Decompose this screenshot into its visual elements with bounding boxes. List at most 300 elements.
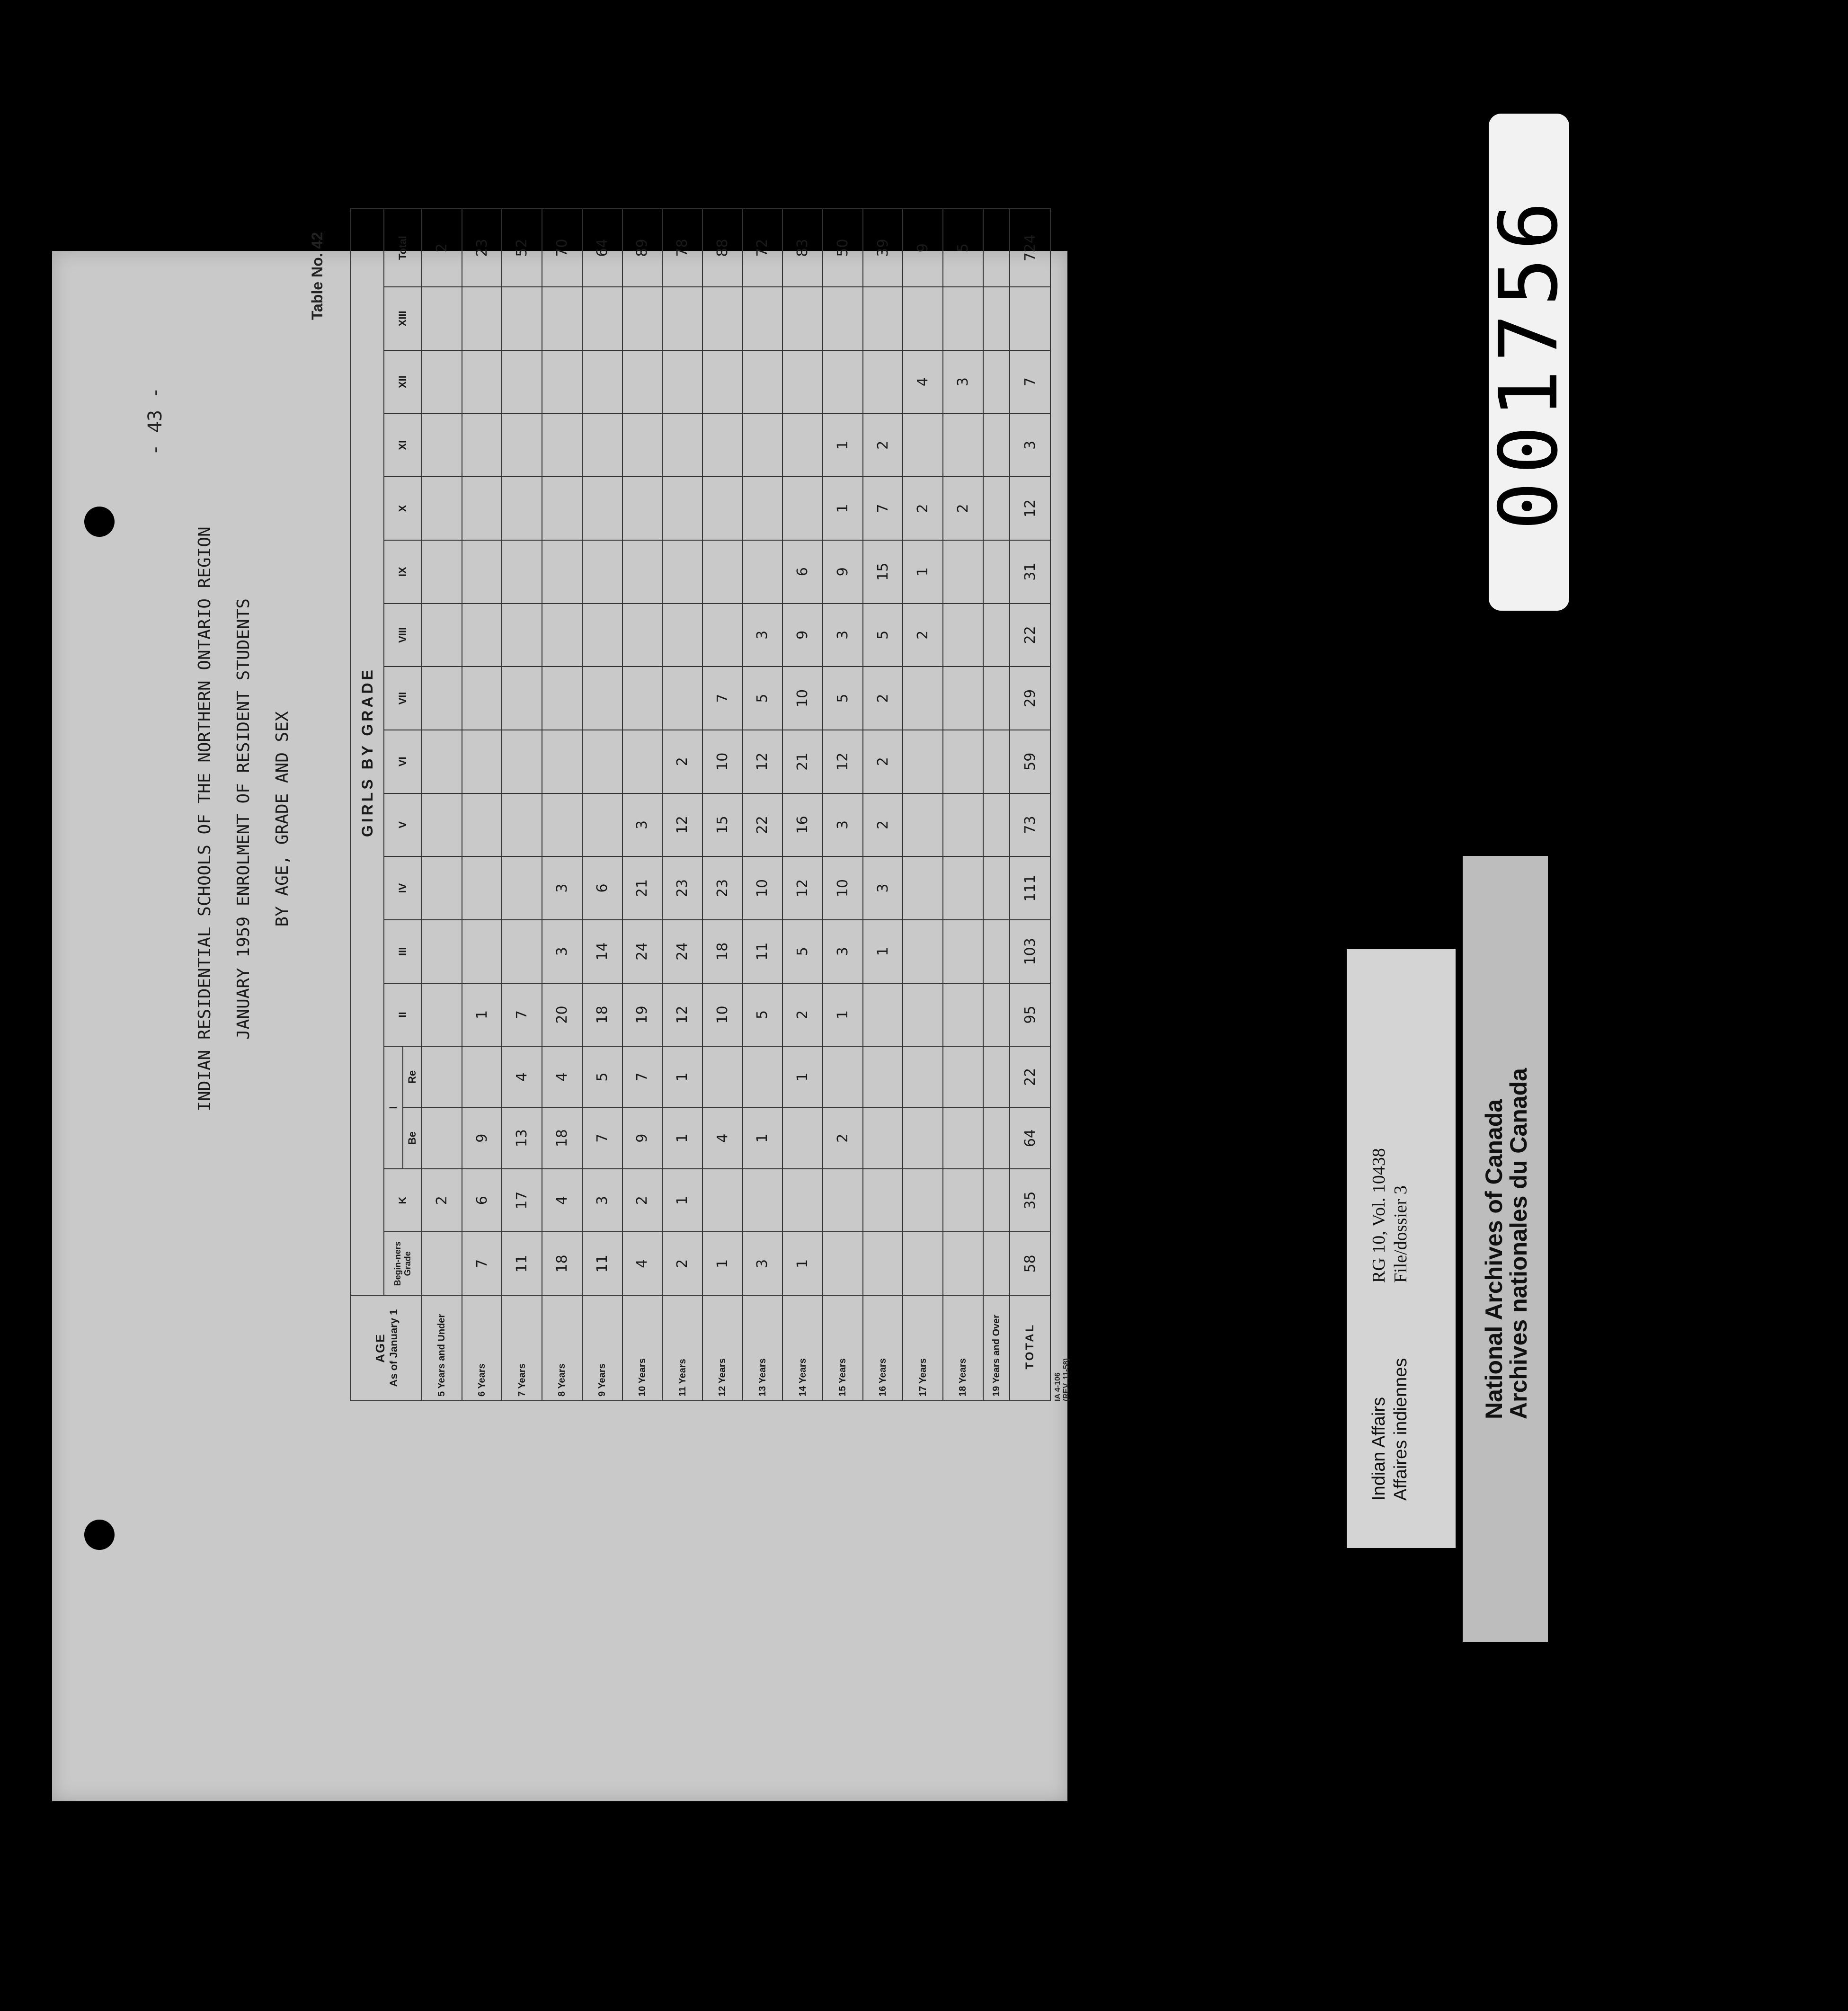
cell-viii: 9 [782,604,823,667]
cell-x: 7 [863,477,903,540]
cell-k: 3 [582,1169,622,1232]
cell-xiii [622,287,663,350]
table-row [542,209,582,1401]
cell-iv [462,856,502,920]
cell-vii [943,667,983,730]
rotated-page-content [142,218,1070,1420]
cell-begin-ners-grade: 18 [542,1232,582,1295]
cell-xi [743,413,783,477]
cell-xii [983,350,1010,414]
cell-vii: 7 [702,667,743,730]
cell-total: 89 [622,209,663,287]
cell-be [943,1108,983,1169]
row-age-label: 15 Years [823,1295,863,1401]
table-row [422,209,462,1401]
cell-xii [422,350,462,414]
cell-v: 12 [662,793,702,857]
label-file: File/dossier 3 [1391,1185,1411,1283]
cell-begin-ners-grade: 11 [502,1232,542,1295]
cell-ix [702,540,743,604]
cell-xiii [823,287,863,350]
cell-begin-ners-grade [943,1232,983,1295]
cell-x [743,477,783,540]
cell-vi: 2 [863,730,903,793]
cell-xii [702,350,743,414]
cell-iii [903,920,943,983]
cell-k [863,1169,903,1232]
col-header-total: Total [384,209,422,287]
cell-total: 88 [702,209,743,287]
col-header-begin-ners-grade: Begin-ners Grade [384,1232,422,1295]
cell-iii [502,920,542,983]
total-total: 724 [1010,209,1050,287]
cell-iii [983,920,1010,983]
cell-be [422,1108,462,1169]
cell-iv [502,856,542,920]
cell-iv: 3 [542,856,582,920]
cell-vii [422,667,462,730]
cell-iv: 10 [823,856,863,920]
frame-number: 001756 [1482,194,1576,531]
cell-vi [542,730,582,793]
cell-be: 2 [823,1108,863,1169]
cell-xiii [863,287,903,350]
age-header-title: AGE [373,1333,387,1363]
row-age-label: 6 Years [462,1295,502,1401]
cell-v [582,793,622,857]
cell-xi: 1 [823,413,863,477]
cell-iv [983,856,1010,920]
page-number: - 43 - [144,387,166,456]
cell-iv: 23 [702,856,743,920]
cell-be: 9 [622,1108,663,1169]
cell-k [903,1169,943,1232]
cell-viii [702,604,743,667]
punch-hole-bottom [84,1520,115,1550]
total-iii: 103 [1010,920,1050,983]
cell-iv [422,856,462,920]
table-row [502,209,542,1401]
col-header-x: X [384,477,422,540]
col-header-be: Be [403,1108,422,1169]
cell-vii: 2 [863,667,903,730]
cell-v [422,793,462,857]
cell-xiii [983,287,1010,350]
cell-xiii [422,287,462,350]
cell-k: 2 [622,1169,663,1232]
total-k: 35 [1010,1169,1050,1232]
cell-ii: 20 [542,983,582,1047]
row-age-label: 9 Years [582,1295,622,1401]
cell-viii [502,604,542,667]
cell-be: 7 [582,1108,622,1169]
cell-vi [422,730,462,793]
cell-re [462,1046,502,1107]
frame-number-stamp [1482,114,1576,611]
col-header-k: K [384,1169,422,1232]
cell-begin-ners-grade: 2 [662,1232,702,1295]
cell-k [702,1169,743,1232]
row-age-label: 8 Years [542,1295,582,1401]
cell-ii [863,983,903,1047]
col-header-viii: VIII [384,604,422,667]
cell-v: 2 [863,793,903,857]
col-header-xi: XI [384,413,422,477]
col-header-re: Re [403,1046,422,1107]
cell-xiii [903,287,943,350]
cell-ii: 12 [662,983,702,1047]
cell-re: 7 [622,1046,663,1107]
cell-re [863,1046,903,1107]
cell-xiii [462,287,502,350]
cell-total: 83 [782,209,823,287]
total-re: 22 [1010,1046,1050,1107]
total-x: 12 [1010,477,1050,540]
cell-ix [462,540,502,604]
table-row [582,209,622,1401]
cell-xii [662,350,702,414]
cell-xiii [542,287,582,350]
total-label: TOTAL [1010,1295,1050,1401]
cell-viii [943,604,983,667]
cell-ix: 6 [782,540,823,604]
cell-k [743,1169,783,1232]
table-row [823,209,863,1401]
cell-xii [502,350,542,414]
cell-vii [462,667,502,730]
cell-v: 3 [823,793,863,857]
cell-total: 70 [542,209,582,287]
cell-vii [983,667,1010,730]
cell-ix [502,540,542,604]
title-line-3: BY AGE, GRADE AND SEX [273,711,292,927]
table-number: Table No. 42 [309,232,326,320]
total-be: 64 [1010,1108,1050,1169]
cell-k [823,1169,863,1232]
cell-iv [903,856,943,920]
cell-total: 52 [502,209,542,287]
cell-iii: 3 [823,920,863,983]
cell-iv: 3 [863,856,903,920]
cell-xii [743,350,783,414]
cell-iv: 6 [582,856,622,920]
cell-re [743,1046,783,1107]
cell-k: 2 [422,1169,462,1232]
cell-be [782,1108,823,1169]
cell-viii [422,604,462,667]
total-viii: 22 [1010,604,1050,667]
cell-v [542,793,582,857]
cell-be: 4 [702,1108,743,1169]
cell-xi [542,413,582,477]
cell-x: 1 [823,477,863,540]
cell-ix: 15 [863,540,903,604]
cell-begin-ners-grade [983,1232,1010,1295]
cell-vii: 5 [743,667,783,730]
cell-v [943,793,983,857]
table-row [662,209,702,1401]
cell-xii [823,350,863,414]
cell-total: 5 [943,209,983,287]
row-age-label: 17 Years [903,1295,943,1401]
cell-xii [582,350,622,414]
cell-iii: 24 [662,920,702,983]
cell-iii: 24 [622,920,663,983]
cell-xiii [582,287,622,350]
cell-ix [422,540,462,604]
row-age-label: 18 Years [943,1295,983,1401]
row-age-label: 12 Years [702,1295,743,1401]
cell-xi [582,413,622,477]
table-row [903,209,943,1401]
total-iv: 111 [1010,856,1050,920]
cell-iii [943,920,983,983]
cell-begin-ners-grade: 4 [622,1232,663,1295]
cell-begin-ners-grade [422,1232,462,1295]
cell-begin-ners-grade [863,1232,903,1295]
cell-be: 13 [502,1108,542,1169]
cell-x [622,477,663,540]
cell-vii [622,667,663,730]
cell-x: 2 [943,477,983,540]
label-reference [1368,999,1412,1283]
cell-k [983,1169,1010,1232]
cell-v [903,793,943,857]
cell-iii: 1 [863,920,903,983]
cell-vi: 12 [823,730,863,793]
col-header-xiii: XIII [384,287,422,350]
cell-x [662,477,702,540]
cell-iii: 14 [582,920,622,983]
cell-xiii [943,287,983,350]
cell-vi: 12 [743,730,783,793]
total-ii: 95 [1010,983,1050,1047]
cell-xi [662,413,702,477]
cell-be [863,1108,903,1169]
cell-total: 64 [582,209,622,287]
cell-xii [782,350,823,414]
cell-xii [542,350,582,414]
cell-be [983,1108,1010,1169]
cell-v: 16 [782,793,823,857]
cell-vi [903,730,943,793]
cell-v: 3 [622,793,663,857]
cell-ii [983,983,1010,1047]
cell-total [983,209,1010,287]
cell-ix: 1 [903,540,943,604]
cell-be: 18 [542,1108,582,1169]
cell-ii: 1 [823,983,863,1047]
cell-total: 39 [863,209,903,287]
cell-vii [662,667,702,730]
label-department-en: Indian Affairs [1369,1397,1389,1501]
cell-v: 15 [702,793,743,857]
cell-viii: 3 [823,604,863,667]
cell-begin-ners-grade [903,1232,943,1295]
col-header-iii: III [384,920,422,983]
cell-iv: 23 [662,856,702,920]
cell-xi [903,413,943,477]
cell-viii [542,604,582,667]
cell-vii: 5 [823,667,863,730]
cell-re [422,1046,462,1107]
cell-re [702,1046,743,1107]
cell-vi [582,730,622,793]
table-row [743,209,783,1401]
cell-x [422,477,462,540]
cell-xi [622,413,663,477]
cell-xiii [782,287,823,350]
row-age-label: 16 Years [863,1295,903,1401]
cell-xi [702,413,743,477]
national-archives-label [1463,856,1548,1642]
cell-xi [502,413,542,477]
table-row [863,209,903,1401]
cell-total: 9 [903,209,943,287]
cell-vi [622,730,663,793]
cell-xi [983,413,1010,477]
cell-total: 72 [743,209,783,287]
title-line-1: INDIAN RESIDENTIAL SCHOOLS OF THE NORTHERN ONTARIO REGION [195,526,214,1112]
group-header: GIRLS BY GRADE [351,209,384,1295]
cell-xii [863,350,903,414]
indian-affairs-label [1347,949,1456,1548]
cell-x [983,477,1010,540]
cell-viii [662,604,702,667]
total-row [1010,209,1050,1401]
cell-total: 50 [823,209,863,287]
cell-iv: 21 [622,856,663,920]
age-header-sub: As of January 1 [387,1309,400,1387]
cell-k: 1 [662,1169,702,1232]
cell-viii [582,604,622,667]
title-line-2: JANUARY 1959 ENROLMENT OF RESIDENT STUDENTS [234,598,253,1040]
row-age-label: 10 Years [622,1295,663,1401]
cell-ii: 1 [462,983,502,1047]
cell-xii [622,350,663,414]
enrolment-table [350,208,1051,1401]
cell-xiii [662,287,702,350]
cell-k [943,1169,983,1232]
total-v: 73 [1010,793,1050,857]
cell-re: 1 [662,1046,702,1107]
cell-k: 4 [542,1169,582,1232]
total-xi: 3 [1010,413,1050,477]
col-header-vii: VII [384,667,422,730]
cell-x: 2 [903,477,943,540]
cell-v [983,793,1010,857]
cell-begin-ners-grade: 7 [462,1232,502,1295]
cell-v [502,793,542,857]
cell-re: 5 [582,1046,622,1107]
table-row [702,209,743,1401]
row-age-label: 7 Years [502,1295,542,1401]
cell-k: 6 [462,1169,502,1232]
archives-name-en: National Archives of Canada [1481,1099,1507,1419]
cell-ix [743,540,783,604]
cell-x [782,477,823,540]
cell-vi [462,730,502,793]
total-vii: 29 [1010,667,1050,730]
cell-re: 1 [782,1046,823,1107]
archives-name-fr: Archives nationales du Canada [1505,1068,1532,1419]
cell-iv: 12 [782,856,823,920]
row-age-label: 13 Years [743,1295,783,1401]
col-header-xii: XII [384,350,422,414]
cell-iii: 18 [702,920,743,983]
cell-begin-ners-grade: 11 [582,1232,622,1295]
table-header [351,209,422,1401]
total-begin-ners-grade: 58 [1010,1232,1050,1295]
cell-xii: 3 [943,350,983,414]
cell-ii [943,983,983,1047]
cell-ix [943,540,983,604]
cell-ix: 9 [823,540,863,604]
cell-vii [903,667,943,730]
cell-ii: 7 [502,983,542,1047]
col-header-iv: IV [384,856,422,920]
cell-xiii [743,287,783,350]
row-age-label: 14 Years [782,1295,823,1401]
cell-vi [943,730,983,793]
cell-xii [462,350,502,414]
cell-x [702,477,743,540]
cell-xi: 2 [863,413,903,477]
cell-re [903,1046,943,1107]
cell-iii: 5 [782,920,823,983]
cell-v: 22 [743,793,783,857]
cell-be: 9 [462,1108,502,1169]
cell-vi: 21 [782,730,823,793]
cell-xi [943,413,983,477]
cell-begin-ners-grade: 1 [782,1232,823,1295]
table-row [983,209,1010,1401]
cell-re [823,1046,863,1107]
cell-vii [542,667,582,730]
col-header-ix: IX [384,540,422,604]
cell-re [943,1046,983,1107]
cell-be: 1 [662,1108,702,1169]
cell-xiii [702,287,743,350]
cell-k: 17 [502,1169,542,1232]
cell-ii: 10 [702,983,743,1047]
col-header-v: V [384,793,422,857]
total-xiii [1010,287,1050,350]
label-volume: RG 10, Vol. 10438 [1369,1148,1389,1283]
cell-be: 1 [743,1108,783,1169]
cell-total: 2 [422,209,462,287]
cell-x [502,477,542,540]
cell-v [462,793,502,857]
cell-iii [422,920,462,983]
label-department [1368,1311,1412,1501]
cell-re [983,1046,1010,1107]
cell-viii: 3 [743,604,783,667]
cell-iii [462,920,502,983]
cell-k [782,1169,823,1232]
cell-ix [582,540,622,604]
cell-total: 23 [462,209,502,287]
cell-vi: 10 [702,730,743,793]
label-department-fr: Affaires indiennes [1391,1358,1411,1501]
cell-begin-ners-grade: 3 [743,1232,783,1295]
col-header-vi: VI [384,730,422,793]
cell-vii: 10 [782,667,823,730]
row-age-label: 11 Years [662,1295,702,1401]
cell-ii: 5 [743,983,783,1047]
cell-iv [943,856,983,920]
table-row [782,209,823,1401]
